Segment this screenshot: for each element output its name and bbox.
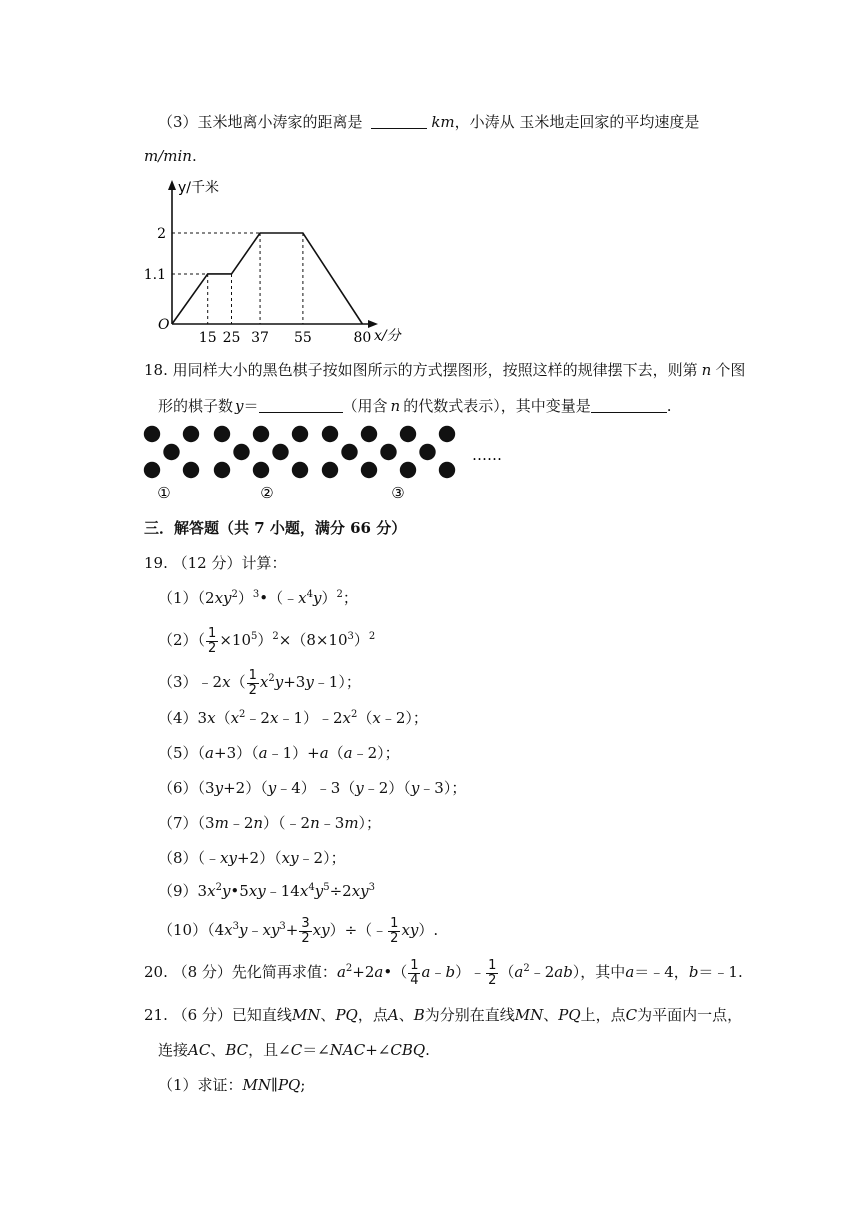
num: 3 — [301, 915, 310, 931]
e: 2 — [239, 709, 246, 720]
t: ）. — [418, 921, 439, 939]
v: y — [238, 921, 248, 939]
q19-p6 — [158, 778, 466, 798]
pattern-label-2: ② — [260, 484, 274, 502]
y-tick-label: 1.1 — [143, 266, 166, 283]
chess-piece — [253, 462, 269, 478]
fraction-half — [206, 627, 218, 656]
t: +2）（ — [236, 849, 282, 867]
q20 — [144, 956, 743, 988]
chess-piece — [292, 426, 308, 442]
t: （ — [499, 963, 515, 981]
v: a — [374, 963, 384, 981]
t: 、 — [320, 1006, 336, 1024]
v: b — [688, 963, 699, 981]
fraction-three-halves — [299, 917, 311, 946]
t: （2）（ — [158, 631, 206, 649]
t: . — [425, 1041, 430, 1059]
v: y — [305, 673, 314, 691]
e: 2 — [345, 963, 353, 974]
v: m — [344, 814, 359, 832]
v: a — [258, 744, 268, 762]
t: 20. （8 分）先化简再求值： — [144, 963, 337, 981]
chess-piece — [183, 426, 199, 442]
q21-line2 — [158, 1040, 430, 1060]
e: 3 — [252, 589, 260, 600]
x-tick-label: 25 — [222, 330, 241, 346]
q18-text-1-end: 个图 — [715, 361, 746, 379]
t: （9）3 — [158, 882, 208, 900]
t: ﹣2）； — [380, 709, 428, 727]
chess-piece — [233, 444, 249, 460]
t: 、 — [210, 1041, 226, 1059]
chess-piece — [400, 462, 416, 478]
t: +∠ — [365, 1041, 391, 1059]
t: +2 — [352, 963, 375, 981]
e: 2 — [336, 589, 343, 600]
v: y — [221, 882, 231, 900]
q17-part3-line2 — [144, 146, 197, 166]
t: ，点 — [357, 1006, 388, 1024]
chess-piece — [322, 426, 338, 442]
chess-piece — [144, 426, 160, 442]
x-tick-label: 80 — [353, 330, 372, 346]
t: ）÷（﹣ — [329, 921, 388, 939]
pattern-label-1: ① — [157, 484, 171, 502]
v: n — [253, 814, 264, 832]
t: 上，点 — [580, 1006, 626, 1024]
v: x — [207, 882, 216, 900]
t: （3）﹣2 — [158, 673, 223, 691]
v: xy — [220, 849, 237, 867]
v: C — [290, 1041, 303, 1059]
section3-title — [144, 518, 406, 538]
t: +3）（ — [214, 744, 259, 762]
v: CBQ — [390, 1041, 426, 1059]
num: 1 — [390, 915, 399, 931]
t: ﹣2 — [245, 709, 270, 727]
t: （ — [215, 709, 231, 727]
chess-piece — [439, 426, 455, 442]
t: ﹣3）； — [419, 779, 467, 797]
v: x — [230, 709, 240, 727]
var-y: y — [235, 397, 244, 415]
chess-piece — [341, 444, 357, 460]
v: x — [259, 673, 269, 691]
t: ﹣2）； — [298, 849, 346, 867]
t: ﹣1）； — [313, 673, 361, 691]
v: BC — [225, 1041, 249, 1059]
v: y — [410, 779, 420, 797]
e: 2 — [231, 589, 238, 600]
v: a — [319, 744, 329, 762]
q18-line2 — [158, 396, 672, 416]
section3-title-text: 三．解答题（共 7 小题，满分 66 分） — [144, 519, 407, 537]
answer-blank-var[interactable] — [591, 398, 667, 413]
v: xy — [312, 921, 330, 939]
t: ﹣1）+ — [267, 744, 320, 762]
t: 连接 — [158, 1041, 189, 1059]
q19-p5 — [158, 743, 400, 763]
x-tick-label: 55 — [293, 330, 312, 346]
pattern-dots — [144, 426, 455, 478]
fraction-quarter — [408, 959, 420, 988]
chess-piece — [253, 426, 269, 442]
answer-blank-y[interactable] — [259, 398, 343, 413]
e: 2 — [523, 963, 530, 974]
chess-piece — [361, 426, 377, 442]
v: x — [372, 709, 381, 727]
v: x — [299, 882, 309, 900]
chess-piece — [322, 462, 338, 478]
t: •（﹣ — [259, 589, 299, 607]
e: 3 — [368, 882, 375, 893]
v: ab — [554, 963, 573, 981]
v: b — [445, 963, 456, 981]
y-axis-label: y/千米 — [178, 180, 220, 196]
t: （8）（﹣ — [158, 849, 221, 867]
q19-head-text: 19. （12 分）计算： — [144, 554, 287, 572]
t: +2）（ — [223, 779, 268, 797]
e: 3 — [279, 921, 286, 932]
t: （ — [230, 673, 246, 691]
var-n-2: n — [390, 397, 401, 415]
v: a — [421, 963, 431, 981]
t: （1）（2 — [158, 589, 215, 607]
v: MN — [291, 1006, 321, 1024]
t: ﹣4）﹣3（ — [276, 779, 356, 797]
distance-time-graph — [138, 178, 410, 348]
chess-piece — [292, 462, 308, 478]
v: xy — [214, 589, 232, 607]
t: （4）3 — [158, 709, 208, 727]
q18-text-2a: 形的棋子数 — [158, 397, 234, 415]
e: 3 — [232, 921, 239, 932]
v: B — [413, 1006, 425, 1024]
q17-part3-line1 — [158, 112, 699, 132]
t: ﹣ — [430, 963, 446, 981]
t: 为平面内一点， — [637, 1006, 743, 1024]
t: ×10 — [219, 631, 251, 649]
period: . — [191, 147, 197, 165]
v: y — [355, 779, 364, 797]
chess-piece — [163, 444, 179, 460]
v: x — [222, 673, 231, 691]
e: 5 — [250, 631, 258, 642]
x-tick-label: 37 — [251, 330, 269, 346]
t: ﹣14 — [265, 882, 300, 900]
t: ＝﹣1. — [698, 963, 743, 981]
v: MN — [242, 1076, 272, 1094]
t: +3 — [283, 673, 306, 691]
v: a — [336, 963, 346, 981]
y-tick-label: 2 — [157, 226, 166, 242]
num: 1 — [410, 957, 419, 973]
t: ； — [342, 589, 358, 607]
num: 1 — [248, 667, 257, 683]
period-2: . — [666, 397, 672, 415]
t: ﹣2 — [228, 814, 254, 832]
num: 1 — [488, 957, 497, 973]
chess-piece — [183, 462, 199, 478]
q19-p8 — [158, 848, 346, 868]
t: ） — [321, 589, 337, 607]
v: C — [625, 1006, 638, 1024]
t: ，且∠ — [248, 1041, 291, 1059]
t: ） — [257, 631, 273, 649]
t: （ — [357, 709, 373, 727]
t: ﹣2）； — [352, 744, 400, 762]
v: a — [343, 744, 353, 762]
t: •（ — [383, 963, 408, 981]
chess-pattern — [140, 422, 530, 504]
ellipsis: …… — [472, 446, 502, 464]
fraction-half — [486, 959, 498, 988]
t: ） — [237, 589, 253, 607]
e: 2 — [215, 882, 222, 893]
chess-piece — [214, 462, 230, 478]
den: 2 — [390, 930, 399, 946]
v: xy — [248, 882, 266, 900]
chess-piece — [380, 444, 396, 460]
e: 2 — [368, 631, 376, 642]
t: ×（8×10 — [278, 631, 348, 649]
q19-p4 — [158, 708, 428, 728]
t: 、 — [398, 1006, 414, 1024]
chess-piece — [361, 462, 377, 478]
q18-line1 — [144, 360, 745, 380]
unit-km: km — [431, 113, 455, 131]
v: y — [267, 779, 277, 797]
origin-label: O — [158, 317, 170, 333]
den: 2 — [488, 972, 497, 988]
v: y — [274, 673, 284, 691]
v: n — [310, 814, 320, 832]
e: 4 — [306, 589, 313, 600]
v: xy — [351, 882, 369, 900]
v: PQ — [277, 1076, 301, 1094]
t: ; — [300, 1076, 306, 1094]
x-axis-label: x/分 — [374, 328, 401, 344]
chess-piece — [144, 462, 160, 478]
t: 、 — [543, 1006, 559, 1024]
v: xy — [262, 921, 280, 939]
t: （ — [328, 744, 344, 762]
equals: ＝ — [243, 397, 259, 415]
var-n: n — [701, 361, 712, 379]
q18-text-1: 18. 用同样大小的黑色棋子按如图所示的方式摆图形，按照这样的规律摆下去，则第 — [144, 361, 698, 379]
t: （1）求证： — [158, 1076, 243, 1094]
v: y — [214, 779, 224, 797]
v: AC — [188, 1041, 211, 1059]
pattern-label-3: ③ — [391, 484, 405, 502]
q19-head — [144, 553, 286, 573]
v: MN — [514, 1006, 544, 1024]
t: ） — [353, 631, 369, 649]
v: x — [207, 709, 216, 727]
q17-text-b: ，小涛从 玉米地走回家的平均速度是 — [454, 113, 700, 131]
v: a — [205, 744, 214, 762]
e: 2 — [272, 631, 279, 642]
t: •5 — [230, 882, 249, 900]
e: 2 — [268, 673, 275, 684]
t: ∥ — [271, 1076, 278, 1094]
t: （7）（3 — [158, 814, 215, 832]
t: ﹣ — [247, 921, 263, 939]
den: 4 — [410, 972, 419, 988]
v: NAC — [329, 1041, 366, 1059]
q19-p7 — [158, 813, 381, 833]
t: （10）（4 — [158, 921, 225, 939]
v: PQ — [335, 1006, 358, 1024]
chess-piece — [214, 426, 230, 442]
unit-mmin: m/min — [144, 147, 192, 165]
chess-piece — [419, 444, 435, 460]
t: ﹣1）﹣2 — [278, 709, 343, 727]
t: ＝∠ — [302, 1041, 330, 1059]
t: ＝﹣4， — [634, 963, 689, 981]
fraction-half — [247, 669, 259, 698]
q19-p10 — [158, 914, 438, 946]
t: ），其中 — [572, 963, 626, 981]
e: 5 — [323, 882, 330, 893]
den: 2 — [301, 930, 310, 946]
t: 为分别在直线 — [424, 1006, 515, 1024]
x-tick-label: 15 — [198, 330, 217, 346]
fraction-half — [388, 917, 400, 946]
chess-piece — [439, 462, 455, 478]
t: ﹣2）（ — [363, 779, 411, 797]
t: ﹣3 — [319, 814, 345, 832]
q17-text-a: （3）玉米地离小涛家的距离是 — [158, 113, 363, 131]
t: （5）（ — [158, 744, 206, 762]
e: 2 — [351, 709, 358, 720]
v: x — [224, 921, 233, 939]
v: a — [625, 963, 635, 981]
t: ）； — [358, 814, 382, 832]
t: （6）（3 — [158, 779, 215, 797]
q18-text-2c: 的代数式表示），其中变量是 — [403, 397, 591, 415]
v: xy — [281, 849, 299, 867]
num: 1 — [208, 625, 217, 641]
v: x — [342, 709, 351, 727]
t: ÷2 — [329, 882, 352, 900]
den: 2 — [248, 682, 257, 698]
v: y — [313, 589, 322, 607]
e: 4 — [308, 882, 315, 893]
e: 3 — [347, 631, 354, 642]
t: 21. （6 分）已知直线 — [144, 1006, 292, 1024]
q19-p9 — [158, 881, 375, 901]
answer-blank[interactable] — [371, 114, 427, 129]
t: ）﹣ — [455, 963, 486, 981]
v: a — [514, 963, 524, 981]
den: 2 — [208, 640, 217, 656]
q18-text-2b: （用含 — [342, 397, 388, 415]
v: A — [387, 1006, 399, 1024]
chess-piece — [272, 444, 288, 460]
v: xy — [401, 921, 419, 939]
v: y — [314, 882, 324, 900]
v: PQ — [558, 1006, 581, 1024]
t: ﹣2 — [529, 963, 555, 981]
q21-line1 — [144, 1005, 742, 1025]
q19-p1 — [158, 588, 358, 608]
t: ）（﹣2 — [263, 814, 311, 832]
q19-p2 — [158, 624, 375, 656]
v: x — [298, 589, 307, 607]
q21-part1 — [158, 1075, 305, 1095]
v: x — [269, 709, 279, 727]
v: m — [214, 814, 229, 832]
q19-p3 — [158, 666, 361, 698]
t: + — [285, 921, 299, 939]
chess-piece — [400, 426, 416, 442]
